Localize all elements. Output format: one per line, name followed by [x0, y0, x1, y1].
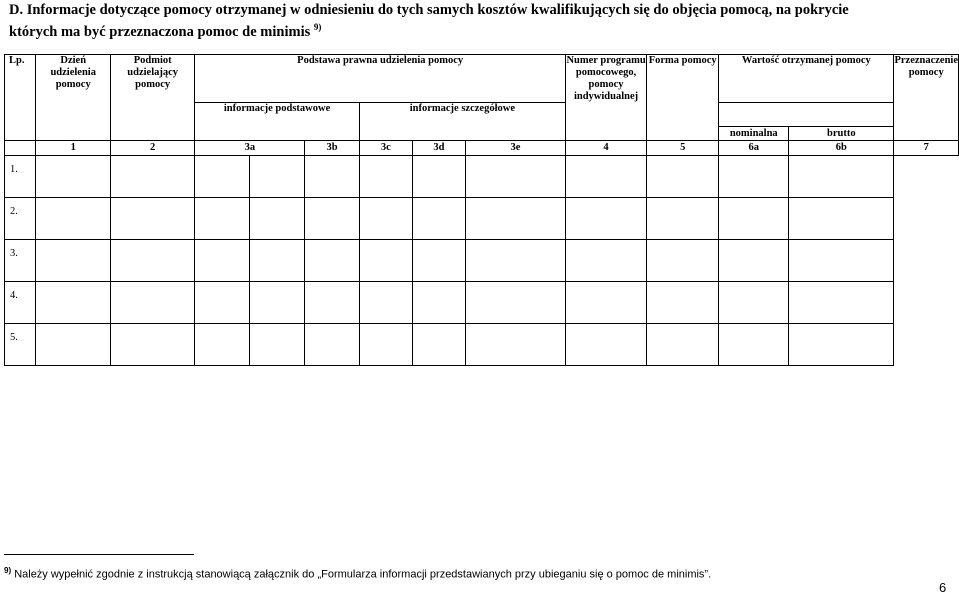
row-number: 5.: [5, 324, 36, 366]
header-numer: Numer programu pomocowego, pomocy indywidualnej: [565, 55, 646, 141]
header-brutto: brutto: [789, 127, 894, 141]
table-row: [5, 198, 959, 240]
entry-cell[interactable]: [465, 324, 565, 366]
column-number: 4: [565, 141, 646, 156]
entry-cell[interactable]: [36, 156, 111, 198]
entry-cell[interactable]: [412, 282, 465, 324]
header-wartosc: Wartość otrzymanej pomocy: [719, 55, 894, 103]
entry-cell[interactable]: [111, 240, 195, 282]
entry-cell[interactable]: [359, 282, 412, 324]
column-numbers-row: [5, 141, 959, 156]
entry-cell[interactable]: [565, 156, 646, 198]
entry-cell[interactable]: [465, 240, 565, 282]
entry-cell[interactable]: [195, 198, 250, 240]
header-forma: Forma pomocy: [647, 55, 719, 141]
header-info-podstawowe: informacje podstawowe: [195, 103, 359, 141]
entry-cell[interactable]: [195, 324, 250, 366]
entry-cell[interactable]: [565, 324, 646, 366]
entry-cell[interactable]: [719, 240, 789, 282]
entry-cell[interactable]: [359, 240, 412, 282]
entry-cell[interactable]: [719, 282, 789, 324]
entry-cell[interactable]: [111, 198, 195, 240]
entry-cell[interactable]: [36, 240, 111, 282]
entry-cell[interactable]: [195, 156, 250, 198]
heading-line-1: D. Informacje dotyczące pomocy otrzymanej w odniesieniu do tych samych kosztów kwalifikujących się do objęcia pomocą, na pokrycie: [9, 2, 849, 18]
entry-cell[interactable]: [305, 282, 359, 324]
header-info-szczegolowe: informacje szczegółowe: [359, 103, 565, 141]
header-podmiot: Podmiot udzielający pomocy: [111, 55, 195, 141]
header-nominalna: nominalna: [719, 127, 789, 141]
entry-cell[interactable]: [789, 198, 894, 240]
entry-cell[interactable]: [111, 324, 195, 366]
entry-cell[interactable]: [565, 282, 646, 324]
entry-cell[interactable]: [250, 282, 305, 324]
entry-cell[interactable]: [111, 282, 195, 324]
entry-cell[interactable]: [36, 324, 111, 366]
table-row: [5, 324, 959, 366]
entry-cell[interactable]: [250, 198, 305, 240]
entry-cell[interactable]: [305, 156, 359, 198]
entry-cell[interactable]: [195, 282, 250, 324]
header-dzien: Dzień udzielenia pomocy: [36, 55, 111, 141]
column-number: 3a: [195, 141, 305, 156]
entry-cell[interactable]: [789, 324, 894, 366]
row-number: 3.: [5, 240, 36, 282]
column-number: 3c: [359, 141, 412, 156]
entry-cell[interactable]: [647, 198, 719, 240]
entry-cell[interactable]: [111, 156, 195, 198]
table-row: [5, 156, 959, 198]
row-number: 2.: [5, 198, 36, 240]
entry-cell[interactable]: [565, 198, 646, 240]
heading-line-2: których ma być przeznaczona pomoc de minimis: [9, 23, 311, 40]
column-number: 7: [894, 141, 959, 156]
heading-footnote-ref: 9): [313, 22, 322, 32]
header-przeznaczenie: Przeznaczenie pomocy: [894, 55, 959, 141]
section-heading: [9, 2, 954, 41]
table-row: [5, 240, 959, 282]
column-number: 6a: [719, 141, 789, 156]
footnote-ref: 9): [4, 566, 12, 575]
row-number: 4.: [5, 282, 36, 324]
footnote-text: Należy wypełnić zgodnie z instrukcją stanowiącą załącznik do „Formularza informacji przedstawianych przy ubieganiu się o pomoc de minimis”.: [14, 568, 712, 581]
column-number: 5: [647, 141, 719, 156]
entry-cell[interactable]: [250, 240, 305, 282]
entry-cell[interactable]: [647, 156, 719, 198]
entry-cell[interactable]: [647, 240, 719, 282]
footnote: [4, 566, 711, 581]
entry-cell[interactable]: [305, 240, 359, 282]
entry-cell[interactable]: [250, 324, 305, 366]
entry-cell[interactable]: [359, 324, 412, 366]
entry-cell[interactable]: [565, 240, 646, 282]
entry-cell[interactable]: [465, 282, 565, 324]
table-row: [5, 282, 959, 324]
column-number: 3b: [305, 141, 359, 156]
row-number: 1.: [5, 156, 36, 198]
entry-cell[interactable]: [465, 198, 565, 240]
header-podstawa: Podstawa prawna udzielenia pomocy: [195, 55, 566, 103]
entry-cell[interactable]: [250, 156, 305, 198]
entry-cell[interactable]: [412, 198, 465, 240]
entry-cell[interactable]: [719, 198, 789, 240]
entry-cell[interactable]: [305, 198, 359, 240]
entry-cell[interactable]: [36, 198, 111, 240]
entry-cell[interactable]: [789, 282, 894, 324]
entry-cell[interactable]: [412, 156, 465, 198]
entry-cell[interactable]: [412, 240, 465, 282]
entry-cell[interactable]: [719, 156, 789, 198]
entry-cell[interactable]: [789, 156, 894, 198]
column-number: 1: [36, 141, 111, 156]
entry-cell[interactable]: [647, 324, 719, 366]
entry-cell[interactable]: [305, 324, 359, 366]
entry-cell[interactable]: [647, 282, 719, 324]
column-number: 2: [111, 141, 195, 156]
aid-info-table: [4, 54, 959, 366]
entry-cell[interactable]: [465, 156, 565, 198]
footnote-divider: [4, 554, 194, 555]
header-lp: Lp.: [5, 55, 36, 141]
page-number: 6: [939, 580, 947, 595]
entry-cell[interactable]: [719, 324, 789, 366]
entry-cell[interactable]: [412, 324, 465, 366]
column-number: 3e: [465, 141, 565, 156]
column-number: 3d: [412, 141, 465, 156]
entry-cell[interactable]: [789, 240, 894, 282]
entry-cell[interactable]: [359, 198, 412, 240]
column-number: 6b: [789, 141, 894, 156]
entry-cell[interactable]: [36, 282, 111, 324]
entry-cell[interactable]: [359, 156, 412, 198]
entry-cell[interactable]: [195, 240, 250, 282]
